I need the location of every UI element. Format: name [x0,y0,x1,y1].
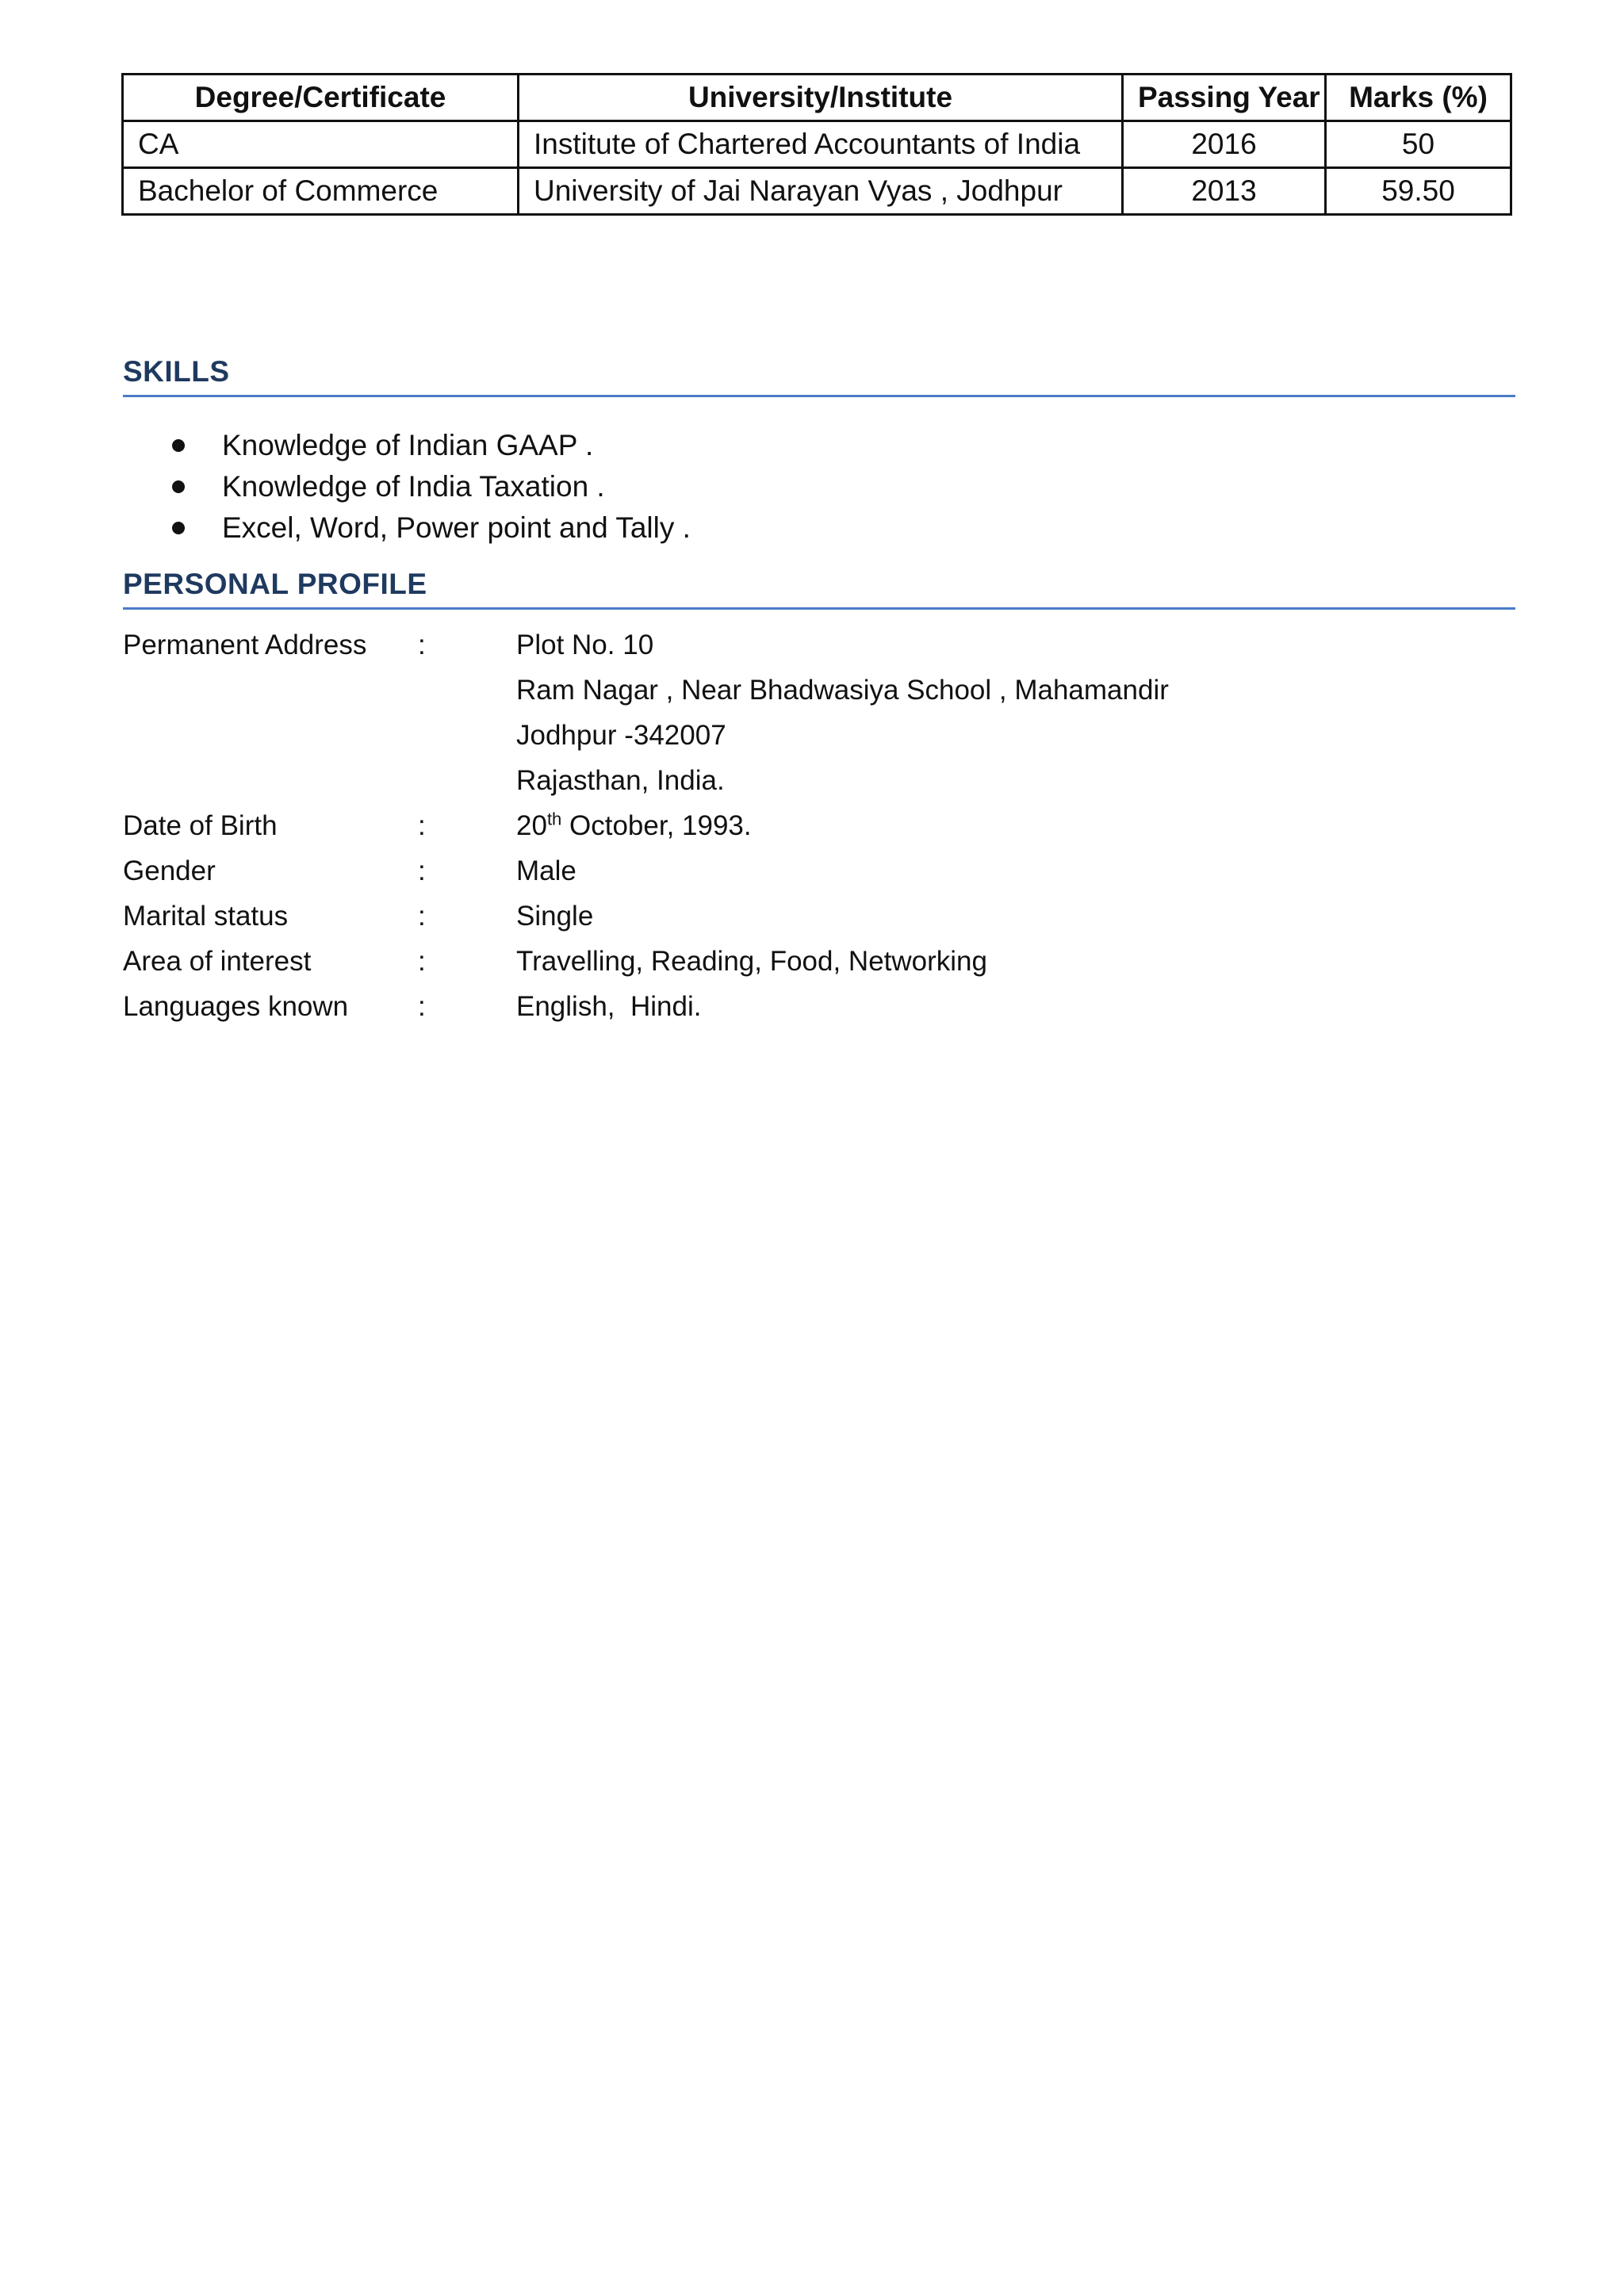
cell-university: University of Jai Narayan Vyas , Jodhpur [519,168,1123,215]
table-row [123,168,1511,215]
dob-label: Date of Birth [123,810,278,841]
list-item [123,425,691,466]
address-line: Jodhpur -342007 [516,720,726,751]
bullet-icon [172,439,185,452]
separator-colon: : [418,946,426,977]
skill-text: Excel, Word, Power point and Tally . [222,511,691,544]
address-line: Ram Nagar , Near Bhadwasiya School , Mahamandir [516,675,1169,706]
interest-label: Area of interest [123,946,312,977]
profile-row-languages [123,984,1471,1029]
skills-heading: SKILLS [123,355,1515,397]
profile-row-address-cont [123,713,1471,758]
profile-row-dob [123,803,1471,848]
separator-colon: : [418,901,426,932]
header-marks: Marks (%) [1326,75,1511,121]
separator-colon: : [418,991,426,1022]
interest-value: Travelling, Reading, Food, Networking [516,946,987,977]
cell-marks: 50 [1326,121,1511,168]
skills-list [123,425,691,549]
skill-text: Knowledge of Indian GAAP . [222,429,594,461]
table-row [123,121,1511,168]
cell-year: 2016 [1123,121,1326,168]
cell-marks: 59.50 [1326,168,1511,215]
address-label: Permanent Address [123,629,367,660]
gender-label: Gender [123,855,216,886]
profile-row-gender [123,848,1471,894]
list-item [123,507,691,549]
separator-colon: : [418,629,426,660]
address-line: Rajasthan, India. [516,765,725,796]
separator-colon: : [418,810,426,841]
personal-profile-heading: PERSONAL PROFILE [123,568,1515,610]
cell-university: Institute of Chartered Accountants of India [519,121,1123,168]
profile-row-address-cont [123,758,1471,803]
profile-row-interest [123,939,1471,984]
dob-suffix: th [546,809,562,829]
languages-value: English, Hindi. [516,991,702,1022]
personal-profile [123,622,1471,1029]
skill-text: Knowledge of India Taxation . [222,470,605,503]
dob-day: 20 [516,810,547,841]
header-university: University/Institute [519,75,1123,121]
address-line: Plot No. 10 [516,629,654,660]
profile-row-marital [123,894,1471,939]
list-item [123,466,691,507]
languages-label: Languages known [123,991,349,1022]
dob-rest: October, 1993. [561,810,752,841]
separator-colon: : [418,855,426,886]
profile-row-address-cont [123,668,1471,713]
bullet-icon [172,522,185,534]
header-degree: Degree/Certificate [123,75,519,121]
dob-value [516,803,752,848]
table-header-row [123,75,1511,121]
gender-value: Male [516,855,576,886]
marital-label: Marital status [123,901,289,932]
cell-degree: Bachelor of Commerce [123,168,519,215]
cell-degree: CA [123,121,519,168]
marital-value: Single [516,901,594,932]
bullet-icon [172,480,185,493]
header-passing-year: Passing Year [1123,75,1326,121]
profile-row-address [123,622,1471,668]
education-table [121,73,1512,216]
cell-year: 2013 [1123,168,1326,215]
